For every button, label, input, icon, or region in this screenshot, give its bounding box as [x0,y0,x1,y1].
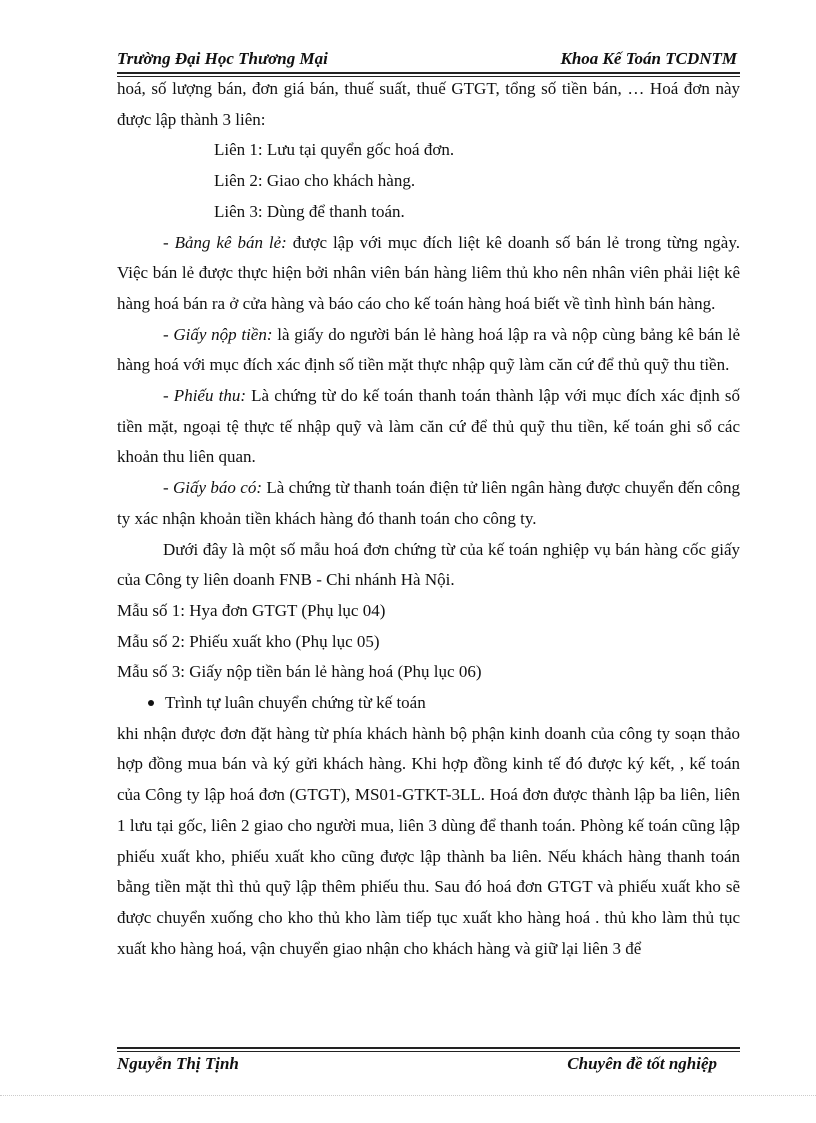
page-footer [117,1054,717,1076]
footer-rule-thin [117,1051,740,1052]
paragraph-procedure: khi nhận được đơn đặt hàng từ phía khách hành bộ phận kinh doanh của công ty soạn thảo hợp đồng mua bán và ký gửi khách hàng. Khi hợp đồng kinh tế đó được ký kết, , kế toán của Công ty lập hoá đơn (GTGT), MS01-GTKT-3LL. Hoá đơn được thành lập ba liên, liên 1 lưu tại gốc, liên 2 giao cho người mua, liên 3 dùng để thanh toán. Phòng kế toán cũng lập phiếu xuất kho, phiếu xuất kho cũng được lập thành ba liên. Nếu khách hàng thanh toán bằng tiền mặt thì thủ quỹ lập thêm phiếu thu. Sau đó hoá đơn GTGT và phiếu xuất kho sẽ được chuyển xuống cho kho thủ kho làm tiếp tục xuất kho hàng hoá . thủ kho làm thủ tục xuất kho hàng hoá, vận chuyển giao nhận cho khách hàng và giữ lại liên 3 để [117,723,740,958]
footer-rule [117,1047,740,1049]
text-credit-note: Là chứng từ thanh toán điện tử liên ngân hàng được chuyển đến công ty xác nhận khoản tiền khách hàng đó thanh toán cho công ty. [117,478,740,528]
text-retail-list: được lập với mục đích liệt kê doanh số bán lẻ trong từng ngày. Việc bán lẻ được thực hiện bởi nhân viên bán hàng liêm thủ kho nên nhân viên phải liệt kê hàng hoá bán ra ở cửa hàng và báo cáo cho kế toán hàng hoá biết về tình hình bán hàng. [117,232,740,313]
sample-3: Mẫu số 3: Giấy nộp tiền bán lẻ hàng hoá (Phụ lục 06) [117,662,482,682]
term-payment-slip: - Giấy nộp tiền: [163,324,273,344]
footer-author: Nguyễn Thị Tịnh [117,1054,239,1073]
text-payment-slip: là giấy do người bán lẻ hàng hoá lập ra và nộp cùng bảng kê bán lẻ hàng hoá với mục đích xác định số tiền mặt thực nhập quỹ làm căn cứ để thủ quỹ thu tiền. [117,324,741,375]
copy-1: Liên 1: Lưu tại quyển gốc hoá đơn. [214,140,455,160]
paragraph-invoice-intro: hoá, số lượng bán, đơn giá bán, thuế suất, thuế GTGT, tổng số tiền bán, … Hoá đơn này được lập thành 3 liên: [117,79,740,129]
sample-2: Mẫu số 2: Phiếu xuất kho (Phụ lục 05) [117,631,380,651]
copy-3: Liên 3: Dùng để thanh toán. [214,201,405,221]
bullet-dot-icon [148,700,154,706]
term-retail-list: - Bảng kê bán lẻ: [163,232,287,252]
term-receipt: - Phiếu thu: [163,386,246,406]
text-receipt: Là chứng từ do kế toán thanh toán thành lập với mục đích xác định số tiền mặt, ngoại tệ thực tế nhập quỹ và làm căn cứ để thủ quỹ thu tiền, kế toán ghi sổ các khoản thu liên quan. [117,386,740,467]
page-header [117,49,737,71]
paragraph-credit-note [117,473,740,534]
sample-1: Mẫu số 1: Hya đơn GTGT (Phụ lục 04) [117,600,386,620]
paragraph-retail-list [117,228,740,320]
page-body [117,74,740,964]
footer-thesis-type: Chuyên đề tốt nghiệp [567,1054,717,1073]
page-edge-divider [0,1095,816,1096]
paragraph-receipt [117,381,740,473]
paragraph-samples-intro: Dưới đây là một số mẫu hoá đơn chứng từ của kế toán nghiệp vụ bán hàng cốc giấy của Công ty liên doanh FNB - Chi nhánh Hà Nội. [117,539,740,590]
bullet-text: Trình tự luân chuyển chứng từ kế toán [165,693,426,713]
copy-2: Liên 2: Giao cho khách hàng. [214,171,416,191]
term-credit-note: - Giấy báo có: [163,478,263,498]
bullet-item [117,688,740,719]
paragraph-payment-slip [117,320,740,381]
header-faculty: Khoa Kế Toán TCDNTM [560,49,737,68]
header-school: Trường Đại Học Thương Mại [117,49,328,68]
